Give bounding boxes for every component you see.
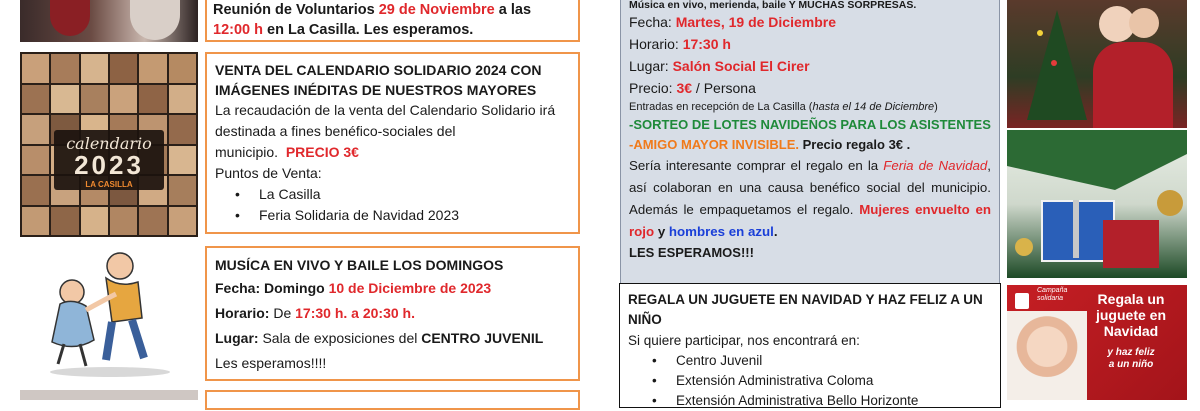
p1-pre: Sería interesante comprar el regalo en la: [629, 158, 884, 173]
poster-line3: Navidad: [1103, 323, 1159, 339]
poster-campaign: Campaña solidaria: [1037, 287, 1068, 302]
dancers-icon: [20, 248, 198, 380]
calendar-word: calendario: [66, 134, 152, 153]
fecha-pre: Domingo: [260, 280, 329, 296]
points-list: [215, 184, 570, 226]
calendar-sale-title: VENTA DEL CALENDARIO SOLIDARIO 2024 CON IMÁGENES INÉDITAS DE NUESTROS MAYORES: [215, 62, 542, 98]
entradas-pre: Entradas en recepción de La Casilla (: [629, 101, 813, 113]
toy-campaign-poster: [1007, 285, 1187, 400]
event-top-line: Música en vivo, merienda, baile Y MUCHAS SORPRESAS.: [629, 0, 917, 11]
event-precio-post: / Persona: [692, 80, 756, 96]
points-label: Puntos de Venta:: [215, 165, 322, 181]
event-closing: LES ESPERAMOS!!!: [629, 245, 754, 260]
volunteers-meeting-box: [205, 0, 580, 42]
child-photo: [1007, 311, 1087, 400]
christmas-gifts-photo: [1007, 130, 1187, 278]
poster-line2: juguete en: [1095, 307, 1166, 323]
meeting-time: 12:00 h: [213, 22, 263, 38]
amigo-line: -AMIGO MAYOR INVISIBLE.: [629, 137, 799, 152]
p1-post: , así colaboran en una causa benéfico social del municipio. Además le empaquetamos el regalo.: [629, 158, 991, 217]
fecha-label: Fecha:: [215, 280, 261, 296]
toy-intro: Si quiere participar, nos encontrará en:: [628, 333, 860, 348]
bottom-box: [205, 390, 580, 410]
crest-icon: [1015, 293, 1029, 309]
live-music-closing: Les esperamos!!!!: [215, 355, 327, 371]
event-lugar-value: Salón Social El Cirer: [672, 58, 810, 74]
meeting-text: Reunión de Voluntarios: [213, 2, 379, 18]
y-text: y: [654, 224, 669, 239]
lugar-place: CENTRO JUVENIL: [421, 330, 544, 346]
event-horario-value: 17:30 h: [682, 36, 731, 52]
toy-places-list: [628, 351, 992, 411]
meeting-text-3: en La Casilla. Les esperamos.: [262, 22, 474, 38]
sorteo-line: -SORTEO DE LOTES NAVIDEÑOS PARA LOS ASISTENTES: [629, 117, 991, 132]
lugar-label: Lugar:: [215, 330, 259, 346]
event-fecha-value: Martes, 19 de Diciembre: [675, 14, 836, 30]
dot-text: .: [773, 224, 778, 239]
list-item: • Feria Solidaria de Navidad 2023: [259, 205, 570, 226]
poster-line1: Regala un: [1097, 291, 1165, 307]
toy-title: REGALA UN JUGUETE EN NAVIDAD Y HAZ FELIZ A UN NIÑO: [628, 292, 983, 327]
meeting-text-2: a las: [494, 2, 532, 18]
elderly-couple-christmas-photo: [1007, 0, 1187, 128]
entradas-italic: hasta el 14 de Diciembre: [812, 101, 935, 113]
calendar-year: 2023: [74, 150, 144, 180]
amigo-price: Precio regalo 3€ .: [798, 137, 911, 152]
fecha-date: 10 de Diciembre de 2023: [328, 280, 492, 296]
bottom-photo: [20, 390, 198, 400]
horario-label: Horario:: [215, 305, 270, 321]
list-item: • Extensión Administrativa Bello Horizonte: [676, 391, 992, 411]
calendar-price: PRECIO 3€: [285, 144, 359, 160]
horario-pre: De: [269, 305, 296, 321]
live-music-box: [205, 246, 580, 381]
event-lugar-label: Lugar:: [629, 58, 673, 74]
horario-time: 17:30 h. a 20:30 h.: [295, 305, 415, 321]
hombres-text: hombres en azul: [668, 224, 774, 239]
event-horario-label: Horario:: [629, 36, 683, 52]
list-item: • La Casilla: [259, 184, 570, 205]
event-fecha-label: Fecha:: [629, 14, 676, 30]
calendar-brand: LA CASILLA: [85, 180, 133, 189]
dancing-couple-illustration: [20, 248, 198, 380]
christmas-event-box: [620, 0, 1000, 286]
toy-campaign-box: [619, 283, 1001, 408]
poster-line5: a un niño: [1108, 359, 1154, 370]
list-item: • Extensión Administrativa Coloma: [676, 371, 992, 391]
mujeres-text: Mujeres envuelto en rojo: [629, 202, 991, 239]
poster-line4: y haz feliz: [1107, 347, 1155, 358]
event-precio-value: 3€: [676, 80, 693, 96]
calendar-sale-box: [205, 52, 580, 234]
p1-italic: Feria de Navidad: [883, 158, 988, 173]
event-precio-label: Precio:: [629, 80, 677, 96]
list-item: • Centro Juvenil: [676, 351, 992, 371]
calendar-sale-body: La recaudación de la venta del Calendario Solidario irá destinada a fines benéfico-sociales del municipio.: [215, 102, 556, 160]
volunteers-photo: [20, 0, 198, 42]
lugar-pre: Sala de exposiciones del: [258, 330, 422, 346]
meeting-date: 29 de Noviembre: [378, 2, 495, 18]
live-music-title: MUSÍCA EN VIVO Y BAILE LOS DOMINGOS: [215, 257, 504, 273]
entradas-post: ): [934, 101, 938, 113]
calendar-cover-image: [20, 52, 198, 237]
